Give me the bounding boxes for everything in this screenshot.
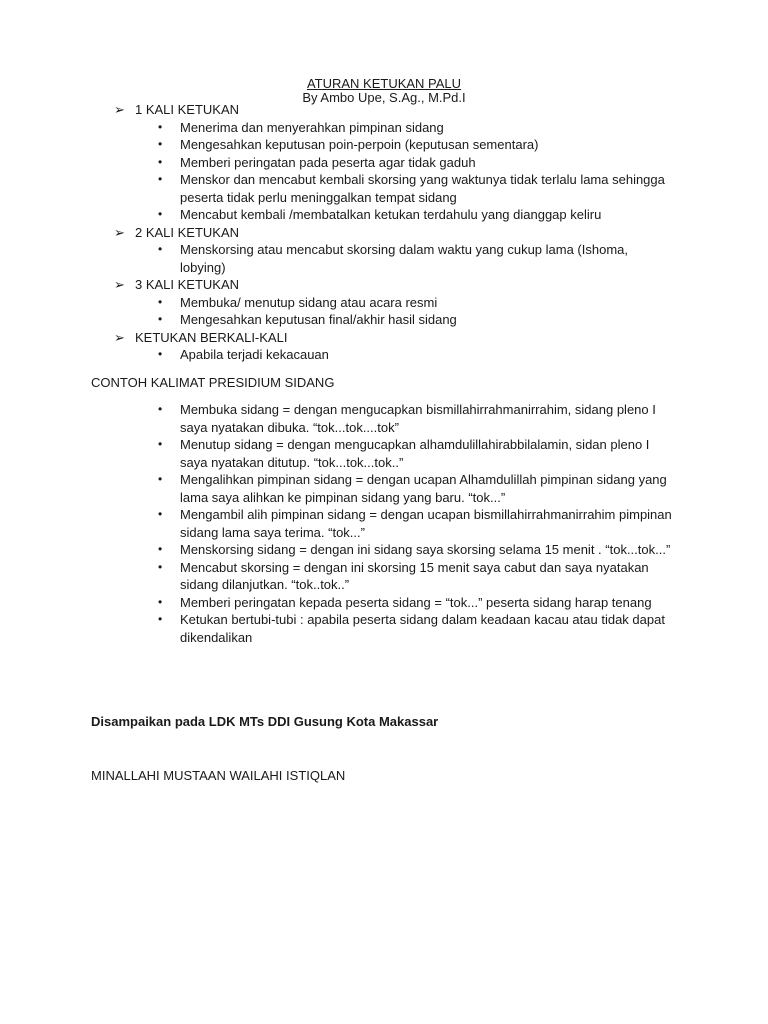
bullet-icon: •: [158, 542, 163, 556]
bullet-icon: •: [158, 172, 163, 186]
bullet-icon: •: [158, 437, 163, 451]
section-heading-text: KETUKAN BERKALI-KALI: [135, 329, 288, 345]
list-item-text: Apabila terjadi kekacauan: [180, 347, 329, 362]
section-heading: [114, 276, 674, 294]
section-heading: [114, 224, 674, 242]
list-item: [158, 471, 680, 506]
arrow-bullet-icon: ➢: [114, 224, 125, 240]
list-item: [158, 171, 674, 206]
list-item-text: Menerima dan menyerahkan pimpinan sidang: [180, 119, 444, 135]
bullet-icon: •: [158, 402, 163, 416]
list-item: [158, 611, 680, 646]
list-item: [158, 311, 674, 329]
bullet-icon: •: [158, 119, 163, 134]
bullet-icon: •: [158, 137, 163, 151]
presentation-note: Disampaikan pada LDK MTs DDI Gusung Kota Makassar: [91, 714, 439, 729]
ketukan-sections: [114, 101, 674, 364]
section-heading-text: 1 KALI KETUKAN: [135, 102, 240, 117]
section-item-list: [114, 119, 674, 224]
bullet-icon: •: [158, 347, 163, 361]
list-item: [158, 541, 680, 559]
list-item: [158, 559, 680, 594]
list-item: [158, 206, 674, 224]
list-item: [158, 506, 680, 541]
section-heading: [114, 329, 674, 347]
bullet-icon: •: [158, 154, 163, 169]
bullet-icon: •: [158, 507, 163, 521]
document-author: By Ambo Upe, S.Ag., M.Pd.I: [302, 90, 466, 105]
list-item-text: Memberi peringatan kepada peserta sidang = “tok...” peserta sidang harap tenang: [180, 594, 652, 610]
list-item: [158, 294, 674, 312]
list-item-text: Ketukan bertubi-tubi : apabila peserta sidang dalam keadaan kacau atau tidak dapat dikendalikan: [180, 612, 665, 645]
list-item-text: Menskorsing sidang = dengan ini sidang saya skorsing selama 15 menit . “tok...tok...”: [180, 542, 671, 557]
section-heading-text: 2 KALI KETUKAN: [135, 224, 240, 240]
bullet-icon: •: [158, 612, 163, 626]
list-item-text: Mencabut skorsing = dengan ini skorsing 15 menit saya cabut dan saya nyatakan sidang dilanjutkan. “tok..tok..”: [180, 559, 649, 592]
list-item-text: Mengambil alih pimpinan sidang = dengan ucapan bismillahirrahmanirrahim pimpinan sidang lama saya terima. “tok...”: [180, 507, 672, 540]
list-item-text: Menutup sidang = dengan mengucapkan alhamdulillahirabbilalamin, sidan pleno I saya nyatakan ditutup. “tok...tok...tok..”: [180, 437, 650, 470]
list-item-text: Menskorsing atau mencabut skorsing dalam waktu yang cukup lama (Ishoma, lobying): [180, 242, 628, 275]
bullet-icon: •: [158, 594, 163, 609]
section-2-kali: [114, 224, 674, 277]
section-item-list: [114, 294, 674, 329]
list-item-text: Menskor dan mencabut kembali skorsing yang waktunya tidak terlalu lama sehingga peserta tidak perlu meninggalkan tempat sidang: [180, 172, 665, 205]
section-item-list: [114, 241, 674, 276]
list-item-text: Membuka/ menutup sidang atau acara resmi: [180, 294, 438, 310]
arrow-bullet-icon: ➢: [114, 102, 125, 117]
list-item: [158, 154, 674, 172]
section-3-kali: [114, 276, 674, 329]
arrow-bullet-icon: ➢: [114, 329, 125, 345]
bullet-icon: •: [158, 242, 163, 256]
list-item-text: Mengalihkan pimpinan sidang = dengan ucapan Alhamdulillah pimpinan sidang yang lama saya alihkan ke pimpinan sidang yang baru. “tok...”: [180, 472, 667, 505]
bullet-icon: •: [158, 472, 163, 486]
examples-heading: CONTOH KALIMAT PRESIDIUM SIDANG: [91, 375, 335, 390]
list-item-text: Mengesahkan keputusan poin-perpoin (keputusan sementara): [180, 137, 539, 152]
bullet-icon: •: [158, 294, 163, 309]
list-item: [158, 436, 680, 471]
section-item-list: [114, 346, 674, 364]
list-item-text: Mengesahkan keputusan final/akhir hasil sidang: [180, 312, 457, 327]
list-item-text: Membuka sidang = dengan mengucapkan bismillahirrahmanirrahim, sidang pleno I saya nyatakan dibuka. “tok...tok....tok”: [180, 402, 656, 435]
list-item: [158, 346, 674, 364]
list-item: [158, 594, 680, 612]
bullet-icon: •: [158, 207, 163, 221]
list-item: [158, 136, 674, 154]
bullet-icon: •: [158, 312, 163, 326]
section-1-kali: [114, 101, 674, 224]
section-berkali-kali: [114, 329, 674, 364]
section-heading-text: 3 KALI KETUKAN: [135, 277, 240, 292]
arrow-bullet-icon: ➢: [114, 277, 125, 292]
list-item: [158, 119, 674, 137]
example-sentence-list: [158, 401, 680, 646]
list-item: [158, 241, 674, 276]
list-item-text: Memberi peringatan pada peserta agar tidak gaduh: [180, 154, 476, 170]
list-item: [158, 401, 680, 436]
list-item-text: Mencabut kembali /membatalkan ketukan terdahulu yang dianggap keliru: [180, 207, 602, 222]
bullet-icon: •: [158, 559, 163, 574]
closing-phrase: MINALLAHI MUSTAAN WAILAHI ISTIQLAN: [91, 768, 346, 783]
document-title: ATURAN KETUKAN PALU: [306, 76, 462, 91]
section-heading: [114, 101, 674, 119]
